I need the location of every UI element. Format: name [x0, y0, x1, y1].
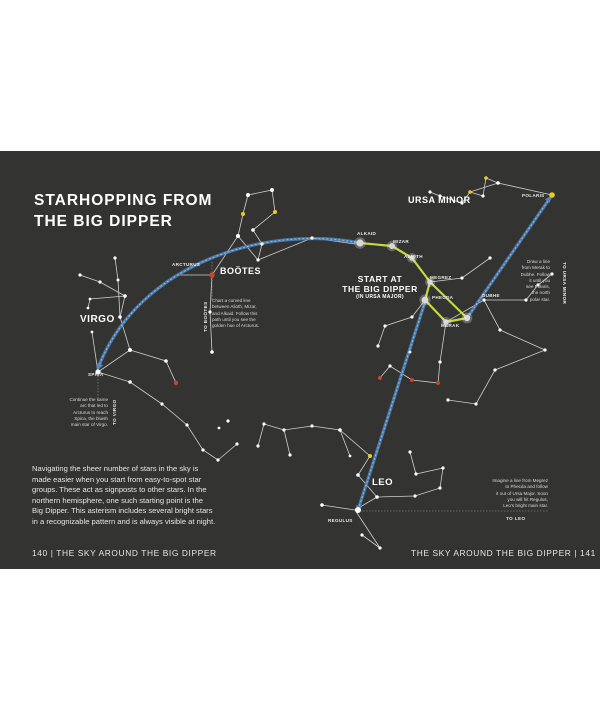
note-spica-line: Arcturus to reach [73, 409, 108, 415]
star-alkaid [356, 239, 363, 246]
star-label-merak: MERAK [441, 323, 460, 328]
constellation-line [98, 372, 237, 460]
note-spica-line: main star of Virgo. [70, 422, 108, 428]
note-regulus-line: Imagine a line from Megrez [492, 478, 548, 483]
intro-paragraph [32, 464, 228, 528]
star [468, 190, 472, 194]
start-label-line-2: THE BIG DIPPER [342, 284, 418, 294]
constellation-line [380, 322, 446, 383]
star-label-mizar: MIZAR [393, 239, 410, 244]
intro-line: groups. These act as signposts to other stars. In the [32, 485, 207, 495]
star [441, 466, 444, 469]
star [310, 236, 313, 239]
note-spica-line: Spica, the bluish [74, 415, 108, 421]
star [256, 258, 259, 261]
note-regulus-line: it out of Ursa Major. Soon [496, 490, 548, 496]
note-regulus [454, 478, 548, 509]
star-label-spica: SPICA [88, 372, 104, 377]
star [496, 181, 500, 185]
star-label-megrez: MEGREZ [430, 275, 452, 280]
star [128, 348, 132, 352]
star [498, 328, 501, 331]
direction-to-leo: TO LEO [506, 516, 526, 521]
star [320, 503, 324, 507]
star [164, 359, 168, 363]
note-arcturus-line: between Alioth, Mizar, [212, 304, 257, 310]
star [356, 473, 360, 477]
star [360, 533, 363, 536]
start-label-line-3: (IN URSA MAJOR) [356, 294, 404, 300]
star [246, 193, 250, 197]
star [368, 454, 372, 458]
constellation-line [115, 258, 120, 317]
note-polaris-line: polar star. [529, 296, 550, 302]
star [413, 494, 416, 497]
star [409, 351, 412, 354]
star [543, 348, 546, 351]
constellation-line [355, 510, 380, 548]
star [185, 423, 188, 426]
star [270, 188, 274, 192]
note-arcturus-line: Chart a curved line [212, 298, 251, 303]
title-line-1: STARHOPPING FROM [34, 192, 213, 209]
intro-line: in a recognizable pattern and is always visible at night. [32, 516, 216, 526]
star [201, 448, 204, 451]
note-polaris-line: Draw a line [527, 259, 550, 264]
star [128, 380, 132, 384]
star [226, 419, 229, 422]
star [91, 331, 94, 334]
direction-to-bootes: TO BOÖTES [203, 301, 208, 332]
star [216, 458, 219, 461]
star-label-arcturus: ARCTURUS [172, 262, 201, 267]
start-label [340, 274, 420, 301]
page-title [34, 190, 234, 232]
intro-line: Navigating the sheer number of stars in the sky is [32, 464, 199, 473]
virgo-label: VIRGO [80, 314, 115, 325]
star-regulus [355, 507, 361, 513]
star [460, 276, 463, 279]
note-polaris [500, 259, 550, 303]
star-label-dubhe: DUBHE [482, 293, 500, 298]
note-polaris-line: see Polaris, [525, 284, 550, 290]
star-dubhe [464, 315, 470, 321]
star [446, 398, 449, 401]
note-arcturus-line: path until you see the [212, 316, 256, 322]
note-polaris-line: Dubhe. Follow [520, 271, 550, 277]
star [123, 294, 127, 298]
star [218, 427, 221, 430]
star [474, 402, 477, 405]
star [436, 381, 440, 385]
intro-line: Big Dipper. This asterism includes several bright stars [32, 506, 213, 516]
note-regulus-line: you will hit Regulus, [507, 496, 548, 502]
note-arcturus [212, 298, 302, 329]
star [174, 381, 178, 385]
title-line-2: THE BIG DIPPER [34, 213, 173, 230]
constellation-line [377, 452, 443, 497]
star [251, 228, 255, 232]
star-label-regulus: REGULUS [328, 518, 353, 523]
leo-label: LEO [372, 477, 394, 488]
star [241, 212, 245, 216]
star [410, 315, 413, 318]
star [273, 210, 277, 214]
star-phecda [422, 297, 429, 304]
star [89, 298, 92, 301]
star [481, 194, 484, 197]
constellation-line [258, 424, 377, 510]
star [378, 376, 382, 380]
star [482, 298, 485, 301]
star [288, 453, 291, 456]
star [349, 455, 352, 458]
star [375, 495, 379, 499]
constellation-line [284, 430, 290, 455]
star [438, 360, 441, 363]
star [260, 242, 263, 245]
star [378, 546, 381, 549]
star [210, 350, 214, 354]
star [87, 307, 90, 310]
star-label-alkaid: ALKAID [357, 231, 377, 236]
start-label-line-1: START AT [357, 274, 403, 284]
note-arcturus-line: and Alkaid. Follow this [212, 310, 258, 316]
star-label-polaris: POLARIS [522, 193, 545, 198]
star-megrez [427, 279, 433, 285]
star [428, 190, 431, 193]
note-polaris-line: the north [531, 290, 550, 296]
star [438, 486, 441, 489]
star [282, 428, 285, 431]
star [493, 368, 496, 371]
note-spica-line: arc that led to [80, 403, 108, 409]
star-label-phecda: PHECDA [432, 295, 454, 300]
star [118, 315, 122, 319]
direction-to-ursa-minor: TO URSA MINOR [562, 262, 567, 305]
direction-to-virgo: TO VIRGO [112, 399, 117, 425]
star [160, 402, 163, 405]
star [117, 279, 120, 282]
note-spica [58, 397, 108, 428]
star [484, 176, 488, 180]
note-polaris-line: from Merak to [521, 265, 550, 271]
star [338, 428, 342, 432]
star [383, 324, 386, 327]
star [235, 442, 238, 445]
star [488, 256, 491, 259]
star [376, 344, 379, 347]
star [550, 272, 553, 275]
star [236, 234, 240, 238]
note-arcturus-line: golden hue of Arcturus. [212, 323, 260, 329]
star [113, 256, 116, 259]
star [256, 444, 259, 447]
star-label-alioth: ALIOTH [404, 254, 423, 259]
star [310, 424, 313, 427]
star [78, 273, 81, 276]
intro-line: made easier when you start from easy-to-spot star [32, 474, 202, 484]
note-regulus-line: to Phecda and follow [505, 484, 548, 490]
note-regulus-line: Leo's bright main star. [503, 503, 548, 509]
star [414, 472, 417, 475]
note-polaris-line: it until you [529, 277, 550, 283]
constellation-line [130, 350, 176, 383]
bootes-label: BOÖTES [220, 266, 262, 276]
star [388, 364, 391, 367]
star [410, 378, 414, 382]
intro-line: northern hemisphere, one such starting point is the [32, 495, 203, 505]
star [262, 422, 265, 425]
star [98, 280, 101, 283]
footer-right: THE SKY AROUND THE BIG DIPPER | 141 [411, 548, 596, 558]
star [408, 450, 411, 453]
ursa-minor-label: URSA MINOR [408, 195, 471, 205]
note-spica-line: Continue the same [69, 397, 108, 402]
star-polaris [549, 192, 555, 198]
footer-left: 140 | THE SKY AROUND THE BIG DIPPER [32, 548, 217, 558]
star-arcturus [209, 272, 215, 278]
